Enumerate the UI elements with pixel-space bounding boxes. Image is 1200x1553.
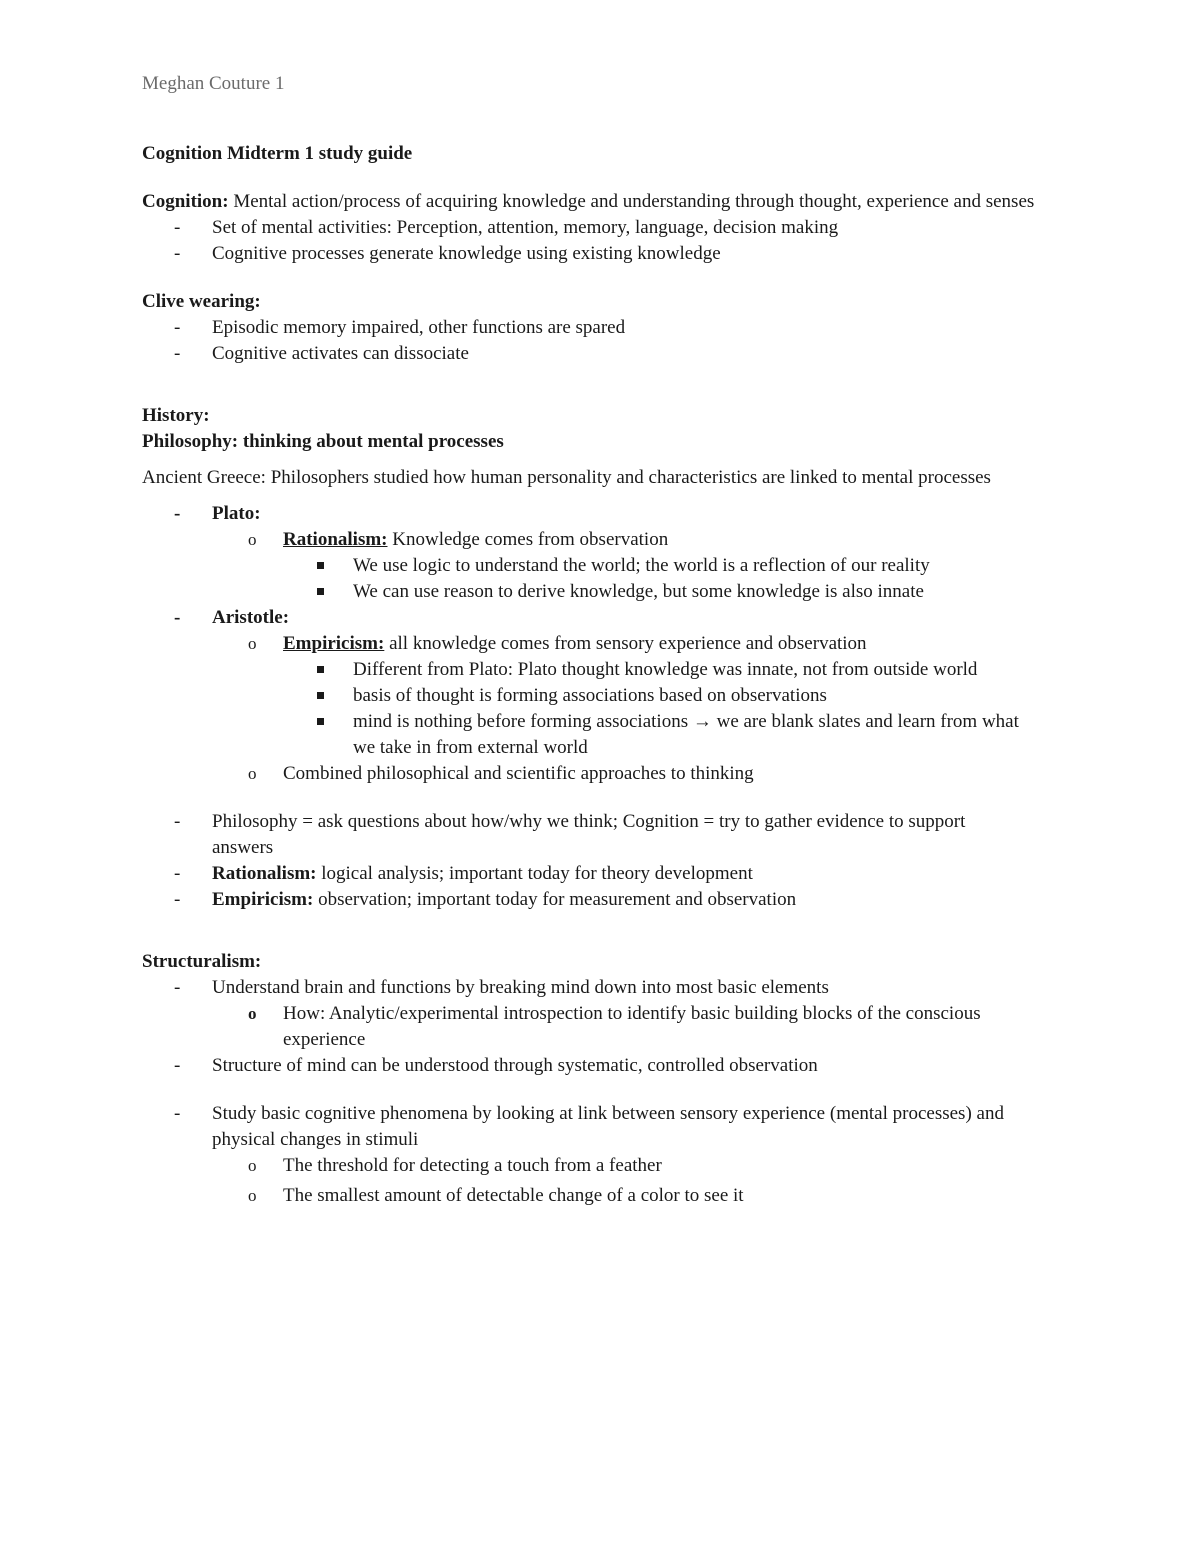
list-item: - Rationalism: logical analysis; important today for theory development — [142, 861, 1062, 887]
list-item: - Cognitive activates can dissociate — [142, 341, 1062, 367]
right-arrow-icon: → — [692, 711, 712, 732]
list-item: o Combined philosophical and scientific approaches to thinking — [142, 761, 1062, 787]
dash-marker: - — [174, 343, 181, 364]
list-item: - Structure of mind can be understood through systematic, controlled observation — [142, 1053, 1062, 1079]
list-item: - Cognitive processes generate knowledge using existing knowledge — [142, 241, 1062, 267]
dash-marker: - — [174, 889, 181, 910]
dash-marker: - — [174, 217, 181, 238]
document-title: Cognition Midterm 1 study guide — [142, 143, 413, 164]
structuralism-heading: Structuralism: — [142, 951, 262, 972]
list-item: - Episodic memory impaired, other functions are spared — [142, 315, 1062, 341]
list-item: - Set of mental activities: Perception, attention, memory, language, decision making — [142, 215, 1062, 241]
square-bullet-icon — [317, 666, 324, 673]
list-item: o The smallest amount of detectable change of a color to see it — [142, 1183, 1062, 1209]
dash-marker: - — [174, 811, 181, 832]
list-item: We can use reason to derive knowledge, but some knowledge is also innate — [142, 579, 1062, 605]
history-heading: History: — [142, 405, 210, 426]
dash-marker: - — [174, 863, 181, 884]
dash-marker: - — [174, 317, 181, 338]
plato-item: - Plato: — [142, 501, 1062, 527]
document-body — [142, 141, 1062, 1209]
dash-marker: - — [174, 1103, 181, 1124]
circle-marker: o — [248, 764, 257, 783]
dash-marker: - — [174, 1055, 181, 1076]
clive-heading: Clive wearing: — [142, 291, 261, 312]
rationalism-term: Rationalism: — [283, 529, 388, 550]
circle-marker: o — [248, 1004, 257, 1023]
list-item: - Understand brain and functions by breaking mind down into most basic elements — [142, 975, 1062, 1001]
list-item: o The threshold for detecting a touch from a feather — [142, 1153, 1062, 1179]
list-item: - Philosophy = ask questions about how/why we think; Cognition = try to gather evidence to support answers — [174, 811, 966, 858]
dash-marker: - — [174, 243, 181, 264]
circle-marker: o — [248, 530, 257, 549]
list-item: basis of thought is forming associations based on observations — [142, 683, 1062, 709]
square-bullet-icon — [317, 588, 324, 595]
square-bullet-icon — [317, 692, 324, 699]
list-item: o How: Analytic/experimental introspection to identify basic building blocks of the conscious experience — [248, 1003, 981, 1050]
list-item: We use logic to understand the world; the world is a reflection of our reality — [142, 553, 1062, 579]
circle-marker: o — [248, 634, 257, 653]
running-head: Meghan Couture 1 — [142, 73, 285, 94]
list-item: - Empiricism: observation; important today for measurement and observation — [142, 887, 1062, 913]
aristotle-item: - Aristotle: — [142, 605, 1062, 631]
list-item: Different from Plato: Plato thought knowledge was innate, not from outside world — [142, 657, 1013, 683]
empiricism-term: Empiricism: — [283, 633, 385, 654]
philosophy-subheading: Philosophy: thinking about mental processes — [142, 431, 504, 452]
empiricism-item: o Empiricism: all knowledge comes from sensory experience and observation — [142, 631, 1062, 657]
dash-marker: - — [174, 503, 181, 524]
circle-marker: o — [248, 1156, 257, 1175]
cognition-term: Cognition: — [142, 191, 229, 212]
list-item: mind is nothing before forming associations → we are blank slates and learn from what we take in from external world — [142, 709, 1033, 761]
dash-marker: - — [174, 977, 181, 998]
rationalism-item: o Rationalism: Knowledge comes from observation — [142, 527, 1062, 553]
circle-marker: o — [248, 1186, 257, 1205]
square-bullet-icon — [317, 562, 324, 569]
cognition-definition-text: Mental action/process of acquiring knowledge and understanding through thought, experience and senses — [228, 191, 1035, 212]
ancient-greece-intro: Ancient Greece: Philosophers studied how human personality and characteristics are linked to mental processes — [142, 467, 991, 488]
list-item: - Study basic cognitive phenomena by looking at link between sensory experience (mental processes) and physical changes in stimuli — [174, 1103, 1004, 1150]
square-bullet-icon — [317, 718, 324, 725]
dash-marker: - — [174, 607, 181, 628]
cognition-definition — [142, 189, 1062, 215]
